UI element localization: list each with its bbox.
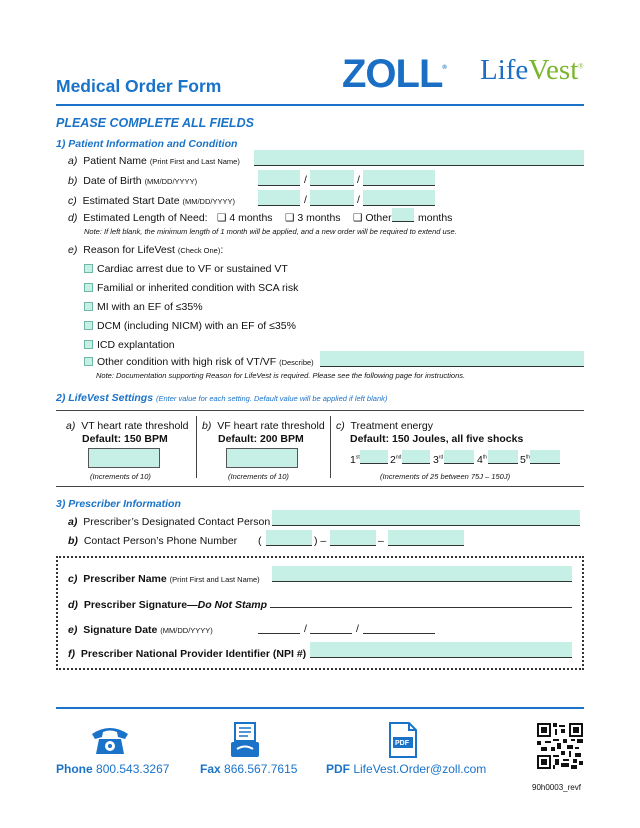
reason-option[interactable]: Familial or inherited condition with SCA risk — [84, 282, 298, 294]
dob-day-input[interactable] — [310, 170, 354, 186]
section3-heading: 3) Prescriber Information — [56, 498, 181, 510]
start-day-input[interactable] — [310, 190, 354, 206]
phone-line-input[interactable] — [388, 530, 464, 546]
vt-threshold-label: a) VT heart rate threshold — [66, 420, 189, 432]
shock-5-input[interactable] — [530, 450, 560, 464]
vt-default: Default: 150 BPM — [82, 433, 168, 445]
checkbox-icon[interactable]: ❑ — [285, 212, 295, 224]
section2-bottom-rule — [56, 486, 584, 487]
slash: / — [304, 174, 307, 186]
npi-label: f) Prescriber National Provider Identifier (NPI #) — [68, 648, 307, 660]
vf-threshold-input[interactable] — [226, 448, 298, 468]
section2-heading: 2) LifeVest Settings (Enter value for each setting. Default value will be applied if left blank) — [56, 392, 388, 404]
dob-year-input[interactable] — [363, 170, 435, 186]
option-other[interactable]: ❑ Other — [353, 212, 392, 224]
vt-increments: (Increments of 10) — [90, 472, 151, 481]
shock-5-label: 5th — [520, 454, 531, 466]
contact-person-input[interactable] — [272, 510, 580, 526]
qr-code-icon — [537, 723, 583, 769]
shock-3-label: 3rd — [433, 454, 444, 466]
checkbox[interactable] — [84, 283, 93, 292]
section1-heading: 1) Patient Information and Condition — [56, 138, 238, 150]
prescriber-signature-label: d) Prescriber Signature—Do Not Stamp — [68, 599, 268, 611]
prescriber-name-input[interactable] — [272, 566, 572, 582]
start-date-label: c) Estimated Start Date (MM/DD/YYYY) — [68, 195, 235, 207]
signature-day-input[interactable] — [310, 620, 352, 634]
checkbox-icon[interactable]: ❑ — [353, 212, 363, 224]
prescriber-name-label: c) Prescriber Name (Print First and Last Name) — [68, 573, 260, 585]
months-label: months — [418, 212, 453, 224]
section2-rule — [56, 410, 584, 411]
fax-contact[interactable]: Fax 866.567.7615 — [200, 762, 298, 776]
reason-option[interactable]: MI with an EF of ≤35% — [84, 301, 203, 313]
slash: / — [304, 194, 307, 206]
checkbox-icon[interactable]: ❑ — [217, 212, 227, 224]
start-month-input[interactable] — [258, 190, 300, 206]
prescriber-signature-input[interactable] — [270, 594, 572, 608]
signature-date-label: e) Signature Date (MM/DD/YYYY) — [68, 624, 213, 636]
footer-rule — [56, 707, 584, 709]
other-months-input[interactable] — [392, 208, 414, 222]
vf-increments: (Increments of 10) — [228, 472, 289, 481]
signature-month-input[interactable] — [258, 620, 300, 634]
slash: / — [356, 623, 359, 635]
start-year-input[interactable] — [363, 190, 435, 206]
area-code-input[interactable] — [266, 530, 312, 546]
phone-contact[interactable]: Phone 800.543.3267 — [56, 762, 170, 776]
dash: – — [378, 535, 384, 547]
slash: / — [357, 194, 360, 206]
slash: / — [357, 174, 360, 186]
fax-icon — [230, 722, 260, 758]
header-rule — [56, 104, 584, 106]
reason-note: Note: Documentation supporting Reason for LifeVest is required. Please see the following page for instructions. — [96, 371, 466, 380]
reason-label: e) Reason for LifeVest (Check One): — [68, 244, 224, 256]
checkbox[interactable] — [84, 264, 93, 273]
reason-option[interactable]: DCM (including NICM) with an EF of ≤35% — [84, 320, 296, 332]
option-4-months[interactable]: ❑ 4 months — [217, 212, 273, 224]
zoll-logo: ZOLL® — [342, 52, 446, 96]
lifevest-logo: LifeVest® — [480, 54, 584, 86]
length-of-need-row: d) Estimated Length of Need: — [68, 212, 208, 224]
energy-label: c) Treatment energy — [336, 420, 433, 432]
length-note: Note: If left blank, the minimum length of 1 month will be applied, and a new order will be required to extend use. — [84, 227, 457, 236]
paren-open: ( — [258, 535, 262, 547]
contact-person-label: a) Prescriber’s Designated Contact Person — [68, 516, 271, 528]
shock-2-label: 2nd — [390, 454, 402, 466]
reason-option[interactable]: Cardiac arrest due to VF or sustained VT — [84, 263, 288, 275]
document-code: 90h0003_revf — [532, 783, 581, 792]
other-condition-input[interactable] — [320, 351, 584, 367]
shock-4-input[interactable] — [488, 450, 518, 464]
energy-increments: (Increments of 25 between 75J – 150J) — [380, 472, 511, 481]
checkbox[interactable] — [84, 302, 93, 311]
checkbox[interactable] — [84, 340, 93, 349]
energy-default: Default: 150 Joules, all five shocks — [350, 433, 524, 445]
phone-prefix-input[interactable] — [330, 530, 376, 546]
shock-2-input[interactable] — [402, 450, 430, 464]
shock-3-input[interactable] — [444, 450, 474, 464]
npi-input[interactable] — [310, 642, 572, 658]
dob-label: b) Date of Birth (MM/DD/YYYY) — [68, 175, 198, 187]
dob-month-input[interactable] — [258, 170, 300, 186]
shock-1-label: 1st — [350, 454, 360, 466]
patient-name-input[interactable] — [254, 150, 584, 166]
phone-icon — [90, 724, 130, 756]
shock-1-input[interactable] — [360, 450, 388, 464]
pdf-icon-label: PDF — [395, 740, 409, 747]
email-contact[interactable]: PDF LifeVest.Order@zoll.com — [326, 762, 487, 776]
checkbox[interactable] — [84, 321, 93, 330]
instructions: PLEASE COMPLETE ALL FIELDS — [56, 116, 254, 130]
vt-threshold-input[interactable] — [88, 448, 160, 468]
divider — [196, 416, 197, 478]
patient-name-label: a) Patient Name (Print First and Last Name) — [68, 155, 240, 167]
reason-option[interactable]: ICD explantation — [84, 339, 175, 351]
option-3-months[interactable]: ❑ 3 months — [285, 212, 341, 224]
paren-close: ) – — [314, 535, 327, 547]
divider — [330, 416, 331, 478]
checkbox[interactable] — [84, 357, 93, 366]
page-title: Medical Order Form — [56, 76, 222, 96]
vf-default: Default: 200 BPM — [218, 433, 304, 445]
reason-option[interactable]: Other condition with high risk of VT/VF (Describe) — [84, 356, 314, 368]
vf-threshold-label: b) VF heart rate threshold — [202, 420, 325, 432]
shock-4-label: 4th — [477, 454, 488, 466]
contact-phone-label: b) Contact Person’s Phone Number — [68, 535, 238, 547]
slash: / — [304, 623, 307, 635]
signature-year-input[interactable] — [363, 620, 435, 634]
